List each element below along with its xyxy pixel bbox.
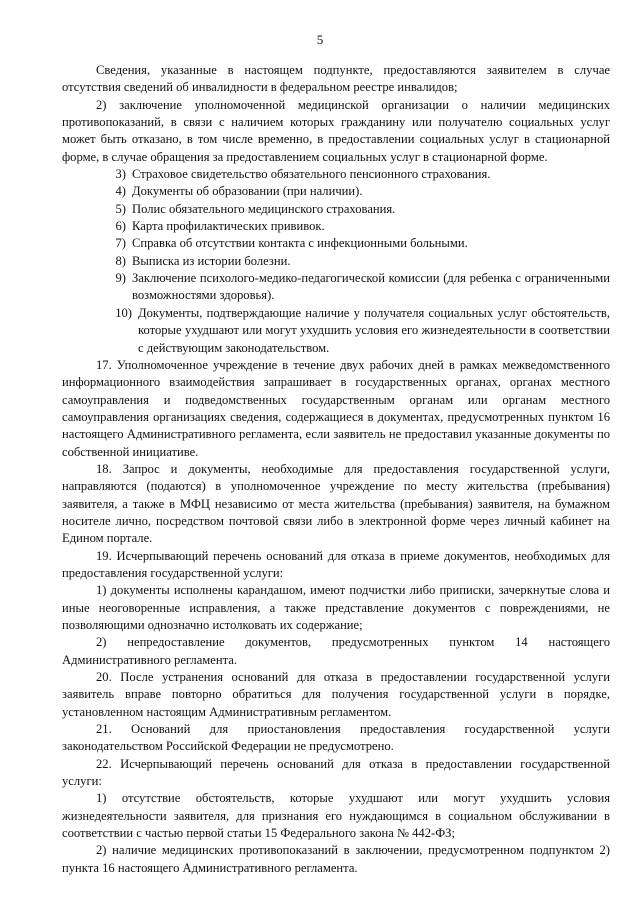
section-20: 20. После устранения оснований для отказа в предоставлении государственной услуги заявитель вправе повторно обратиться для получения государственной услуги в порядке, установленном настоящим Административным регламентом. [62,670,610,719]
section-19: 19. Исчерпывающий перечень оснований для отказа в приеме документов, необходимых для предоставления государственной услуги: [62,548,610,580]
list-item-number: 10) [115,305,132,320]
list-item [62,201,610,218]
list-item-text: Карта профилактических прививок. [132,219,325,234]
list-item [62,305,610,357]
paragraph-medical-conclusion: 2) заключение уполномоченной медицинской организации о наличии медицинских противопоказаний, в связи с наличием которых гражданину или получателю социальных услуг может быть отказано, в том числе временно, в предоставлении социальных услуг в стационарной форме, в случае обращения за предоставлением социальных услуг в стационарной форме. [62,97,610,164]
section-22-subitem-1: 1) отсутствие обстоятельств, которые ухудшают или могут ухудшить условия жизнедеятельности заявителя, для признания его нуждающимся в социальном обслуживании в соответствии с частью первой статьи 15 Федерального закона № 442-ФЗ; [62,791,610,841]
list-item-text: Документы об образовании (при наличии). [132,184,363,199]
page-number: 5 [316,32,324,47]
list-item-number: 6) [115,219,126,234]
list-item-text: Страховое свидетельство обязательного пенсионного страхования. [132,167,491,182]
list-item-number: 4) [115,184,126,199]
list-item [62,235,610,252]
section-21: 21. Оснований для приостановления предоставления государственной услуги законодательством Российской Федерации не предусмотрено. [62,722,610,754]
list-item-text: Справка об отсутствии контакта с инфекционными больными. [132,236,468,251]
list-item-text: Документы, подтверждающие наличие у получателя социальных услуг обстоятельств, которые ухудшают или могут ухудшить условия его жизнедеятельности в соответствии с действующим законодательством. [138,305,610,355]
list-item-number: 9) [115,271,126,286]
list-item-number: 7) [115,236,126,251]
section-19-subitem-1: 1) документы исполнены карандашом, имеют подчистки либо приписки, зачеркнутые слова и иные неоговоренные исправления, а также представление документов с повреждениями, не позволяющими однозначно истолковать их содержание; [62,583,610,632]
list-item [62,183,610,200]
list-item [62,253,610,270]
document-body [62,62,610,877]
paragraph-disability-info: Сведения, указанные в настоящем подпункте, предоставляются заявителем в случае отсутствия сведений об инвалидности в федеральном реестре инвалидов; [62,63,610,95]
section-19-subitem-2: 2) непредоставление документов, предусмотренных пунктом 14 настоящего Административного регламента. [62,635,610,667]
list-item-number: 3) [115,167,126,182]
section-22: 22. Исчерпывающий перечень оснований для отказа в предоставлении государственной услуги: [62,756,610,789]
list-item-text: Выписка из истории болезни. [132,253,291,268]
list-item-text: Полис обязательного медицинского страхования. [132,201,396,216]
list-item [62,166,610,183]
list-item [62,270,610,305]
list-item [62,218,610,235]
list-item-number: 5) [115,201,126,216]
section-22-subitem-2: 2) наличие медицинских противопоказаний в заключении, предусмотренном подпунктом 2) пункта 16 настоящего Административного регламента. [62,843,610,875]
list-item-number: 8) [115,253,126,268]
section-17: 17. Уполномоченное учреждение в течение двух рабочих дней в рамках межведомственного информационного взаимодействия запрашивает в государственных органах, органах местного самоуправления и подведомственных государственным органам или органам местного самоуправления организациях сведения, содержащиеся в документах, предусмотренных пунктом 16 настоящего Административного регламента, если заявитель не предоставил указанные документы по собственной инициативе. [62,357,610,459]
section-18: 18. Запрос и документы, необходимые для предоставления государственной услуги, направляются (подаются) в уполномоченное учреждение по месту жительства (пребывания) заявителя, а также в МФЦ независимо от места жительства (пребывания) заявителя, на бумажном носителе лично, посредством почтовой связи либо в электронной форме через личный кабинет на Едином портале. [62,461,610,546]
list-item-text: Заключение психолого-медико-педагогической комиссии (для ребенка с ограниченными возможностями здоровья). [132,271,610,303]
